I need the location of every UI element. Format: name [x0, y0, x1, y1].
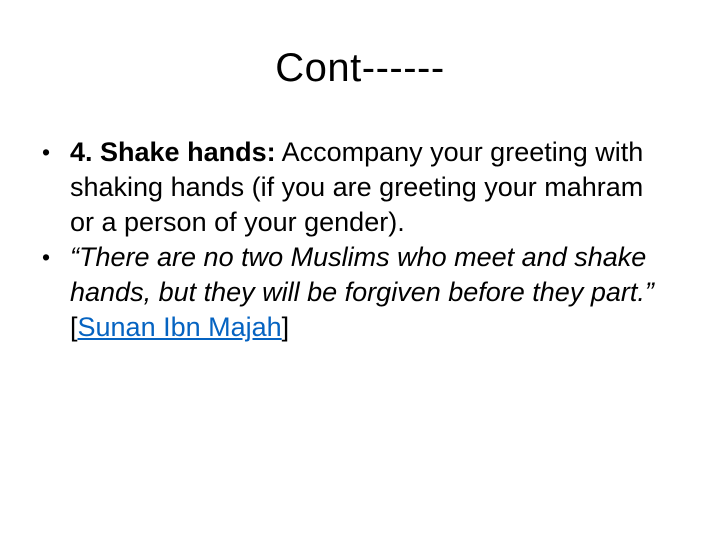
slide-body — [40, 135, 670, 345]
slide-title: Cont------ — [275, 46, 445, 90]
bullet-text: Accompany your greeting with shaking hands (if you are greeting your mahram or a person of your gender). — [70, 137, 644, 237]
bullet-icon: • — [42, 244, 51, 270]
bullet-icon: • — [42, 139, 51, 165]
sunan-ibn-majah-link[interactable]: Sunan Ibn Majah — [77, 312, 282, 342]
bullet-heading: 4. Shake hands: — [70, 137, 276, 167]
hadith-quote: “There are no two Muslims who meet and shake hands, but they will be forgiven before they part.” — [70, 242, 654, 307]
citation-close-bracket: ] — [281, 312, 290, 342]
citation-open-bracket: [ — [70, 312, 78, 342]
bullet-item-shake-hands — [40, 135, 670, 240]
bullet-item-hadith-quote — [40, 240, 670, 345]
